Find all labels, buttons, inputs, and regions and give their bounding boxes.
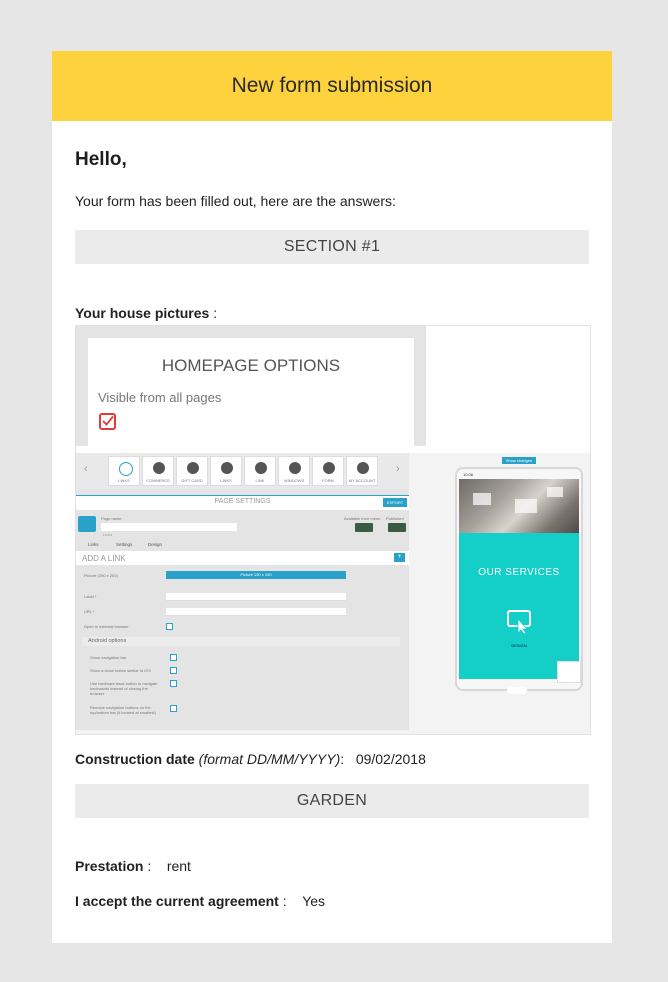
checkmark-icon <box>102 415 114 427</box>
visible-toggle <box>355 523 373 532</box>
visible-checkbox <box>99 413 116 430</box>
house-pictures-gallery <box>75 325 591 735</box>
construction-date-value: 09/02/2018 <box>355 751 426 767</box>
show-changes-label: Show changes <box>502 457 536 464</box>
field-label: Your house pictures <box>75 305 210 321</box>
field-house-pictures: Your house pictures : <box>75 305 218 321</box>
email-header <box>52 51 612 121</box>
cursor-click-icon <box>506 609 532 635</box>
phone-preview: 10:08 OUR SERVICES DESIGN <box>455 467 583 691</box>
picture-homepage-options[interactable] <box>76 326 426 446</box>
toolbar-item: MY ACCOUNT <box>346 456 378 486</box>
toolbar-item: LINKS <box>108 456 140 486</box>
toolbar-item: GIFT CARD <box>176 456 208 486</box>
page-name-input: Links <box>101 523 237 531</box>
field-construction-date: Construction date (format DD/MM/YYYY): 09/02/2018 <box>75 751 426 767</box>
recaptcha-badge <box>557 661 581 683</box>
section-header-1: SECTION #1 <box>75 230 589 264</box>
toolbar-item: FORM <box>312 456 344 486</box>
toolbar-item: COMMERCE <box>142 456 174 486</box>
builder-tabs: Links Settings Design <box>88 542 163 547</box>
toolbar-item: LINKS <box>210 456 242 486</box>
add-link-row: ADD A LINK + <box>76 551 409 565</box>
chevron-right-icon: › <box>396 463 400 475</box>
email-card <box>52 51 612 943</box>
agreement-value: Yes <box>302 893 326 909</box>
greeting: Hello, <box>75 149 127 170</box>
plus-icon: + <box>394 553 405 562</box>
published-toggle <box>388 523 406 532</box>
picture-button: Picture 150 x 150 <box>166 571 346 579</box>
section-header-garden: GARDEN <box>75 784 589 818</box>
field-agreement: I accept the current agreement : Yes <box>75 893 326 909</box>
page-settings-bar: PAGE SETTINGS EXPORT <box>76 495 409 510</box>
homepage-options-title: HOMEPAGE OPTIONS <box>161 356 341 375</box>
link-icon <box>78 516 96 532</box>
visible-option-label: Visible from all pages <box>98 390 222 405</box>
services-section: OUR SERVICES DESIGN <box>459 533 579 679</box>
android-options-header: Android options <box>82 637 400 646</box>
field-prestation: Prestation : rent <box>75 858 191 874</box>
header-title: New form submission <box>231 74 433 97</box>
intro-text: Your form has been filled out, here are the answers: <box>75 193 396 209</box>
prestation-value: rent <box>166 858 191 874</box>
toolbar-item: WINDOWS <box>278 456 310 486</box>
export-button: EXPORT <box>383 498 407 507</box>
chevron-left-icon: ‹ <box>84 463 88 475</box>
header-photo <box>459 479 579 533</box>
toolbar-item: LINK <box>244 456 276 486</box>
picture-app-builder[interactable] <box>76 453 590 734</box>
builder-toolbar <box>76 453 409 489</box>
builder-panel: ‹ LINKS COMMERCE GIFT CARD LINKS LINK WINDOWS FORM MY ACCOUNT › PAGE SETTINGS EXPORT Page name Links Available from menu Published Links Settings Design ADD A LINK + Picture (200 x 200) Picture 150 x 150 Label * URL * Open in external browser Android options Show navigation bar Show a close button similar to iOS Use hardware back button to navigate backwards instead of closing the browser Remove navigation buttons on the top/bottom bar (if located at smallest) <box>76 453 409 730</box>
